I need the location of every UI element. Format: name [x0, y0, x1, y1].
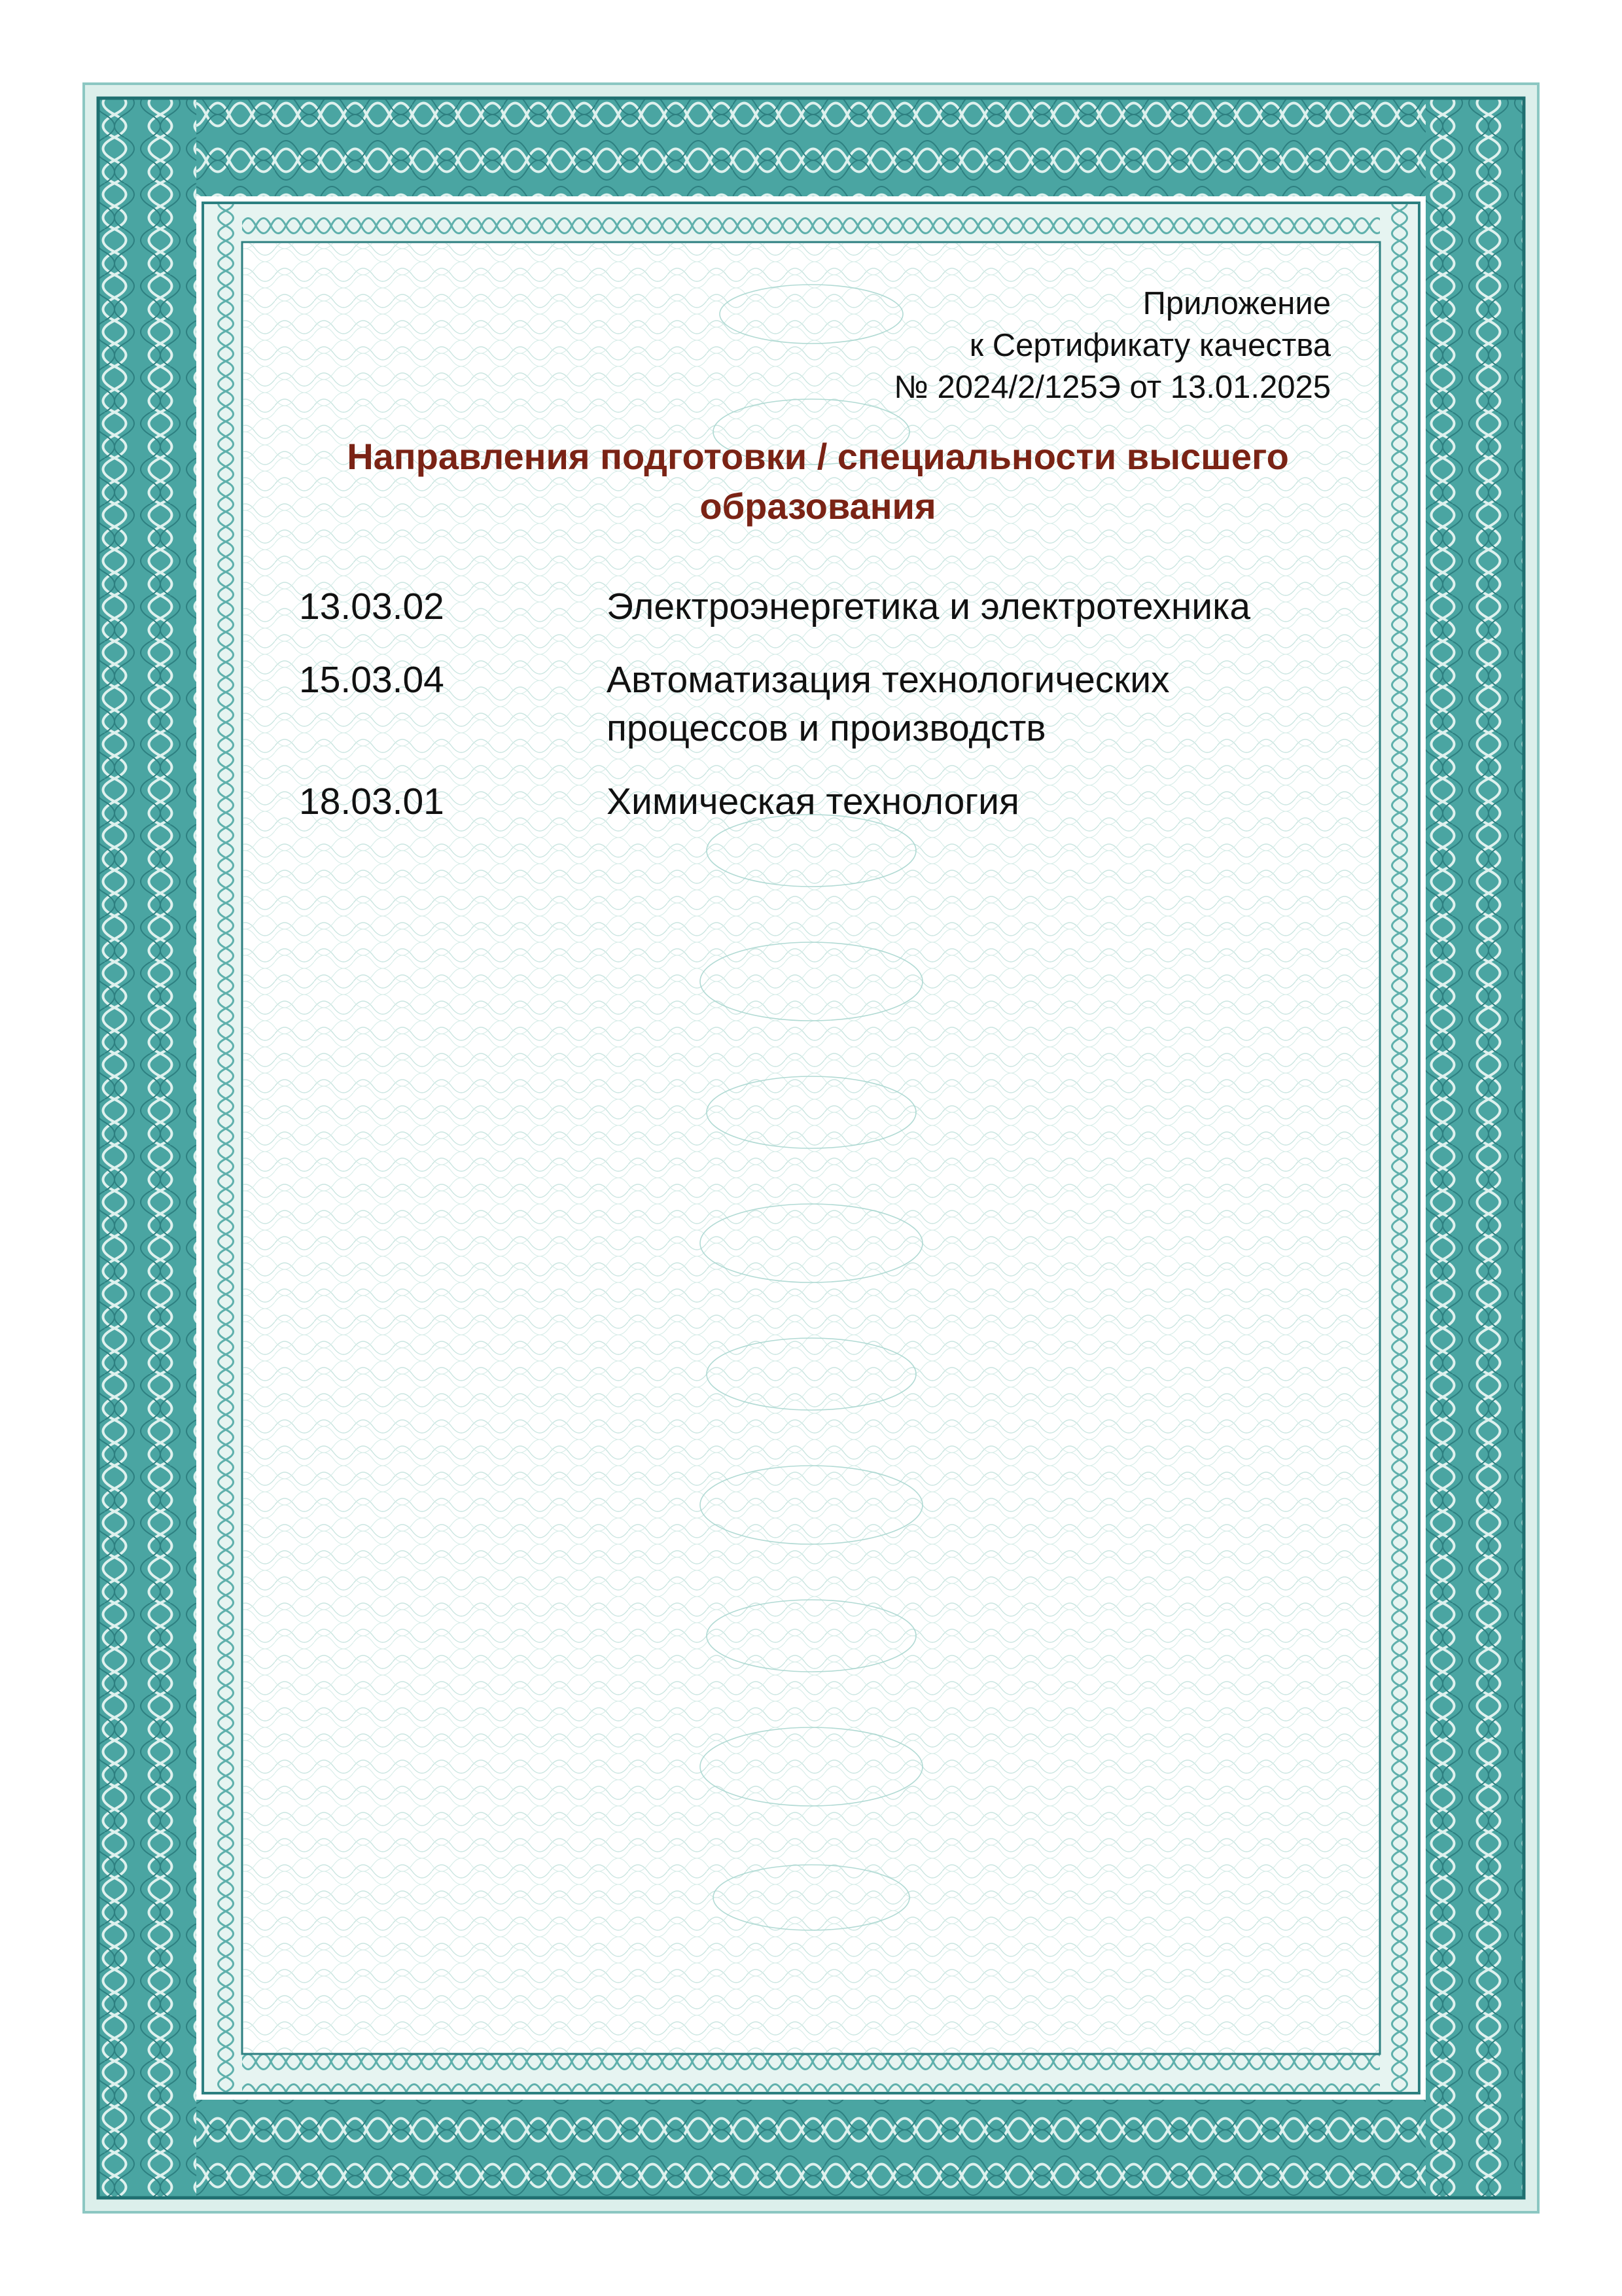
header-line-appendix: Приложение: [1142, 286, 1331, 321]
list-item: [299, 656, 1346, 752]
appendix-header: [894, 283, 1331, 408]
header-line-certificate: к Сертификату качества: [969, 328, 1331, 363]
program-code: 15.03.04: [299, 659, 444, 701]
program-code: 13.03.02: [299, 586, 444, 627]
list-item: [299, 777, 1346, 826]
program-name: Автоматизация технологических процессов и производств: [607, 659, 1170, 749]
program-name: Химическая технология: [607, 781, 1019, 822]
programs-list: [299, 582, 1346, 851]
header-line-number-date: № 2024/2/125Э от 13.01.2025: [894, 370, 1331, 405]
list-item: [299, 582, 1346, 631]
program-code: 18.03.01: [299, 781, 444, 822]
program-name: Электроэнергетика и электротехника: [607, 586, 1251, 627]
page-title: Направления подготовки / специальности высшего образования: [347, 436, 1289, 527]
